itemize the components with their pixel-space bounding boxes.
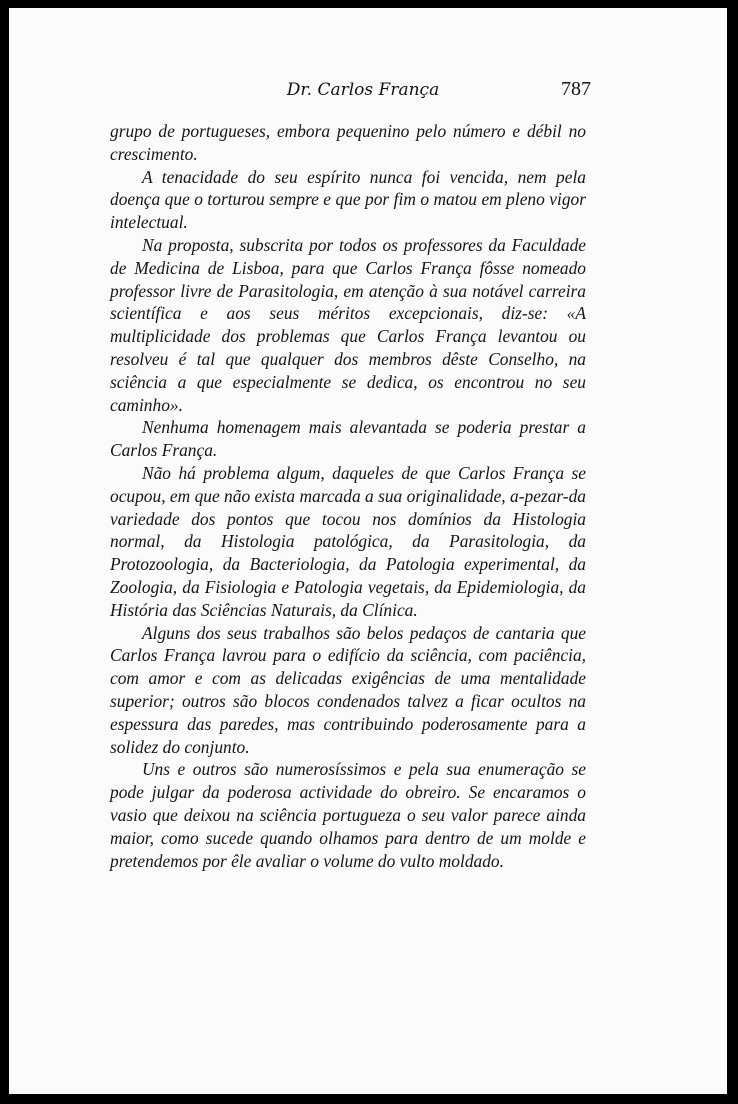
paragraph-originality: Não há problema algum, daqueles de que Carlos França se ocupou, em que não exista marcada a sua originalidade, a-pezar-da variedade dos pontos que tocou nos domínios da Histologia normal, da Histologia patológica, da Parasitologia, da Protozoologia, da Bacteriologia, da Patologia experimental, da Zoologia, da Fisiologia e Patologia vegetais, da Epidemiologia, da História das Sciências Naturais, da Clínica.	[110, 462, 586, 620]
paragraph-works: Alguns dos seus trabalhos são belos pedaços de cantaria que Carlos França lavrou para o edifício da sciência, com paciência, com amor e com as delicadas exigências de uma mentalidade superior; outros são blocos condenados talvez a ficar ocultos na espessura das paredes, mas contribuindo poderosamente para a solidez do conjunto.	[110, 622, 586, 757]
paragraph-homage: Nenhuma homenagem mais alevantada se poderia prestar a Carlos França.	[110, 417, 586, 461]
page-number: 787	[561, 78, 591, 100]
paragraph-tenacity: A tenacidade do seu espírito nunca foi vencida, nem pela doença que o torturou sempre e que por fim o matou em pleno vigor intelectual.	[110, 166, 586, 233]
running-title: Dr. Carlos França	[286, 80, 440, 100]
paragraph-continuation: grupo de portugueses, embora pequenino pelo número e débil no crescimento.	[110, 121, 586, 164]
book-page	[9, 8, 727, 1094]
running-head	[109, 78, 597, 108]
body-text	[110, 120, 586, 872]
paragraph-enumeration: Uns e outros são numerosíssimos e pela sua enumeração se pode julgar da poderosa actividade do obreiro. Se encaramos o vasio que deixou na sciência portugueza o seu valor parece ainda maior, como sucede quando olhamos para dentro de um molde e pretendemos por êle avaliar o volume do vulto moldado.	[110, 759, 586, 871]
paragraph-proposal: Na proposta, subscrita por todos os professores da Faculdade de Medicina de Lisboa, para que Carlos França fôsse nomeado professor livre de Parasitologia, em atenção à sua notável carreira scientífica e aos seus méritos excepcionais, diz-se: «A multiplicidade dos problemas que Carlos França levantou ou resolveu é tal que qualquer dos membros dêste Conselho, na sciência a que especialmente se dedica, os encontrou no seu caminho».	[110, 234, 586, 415]
